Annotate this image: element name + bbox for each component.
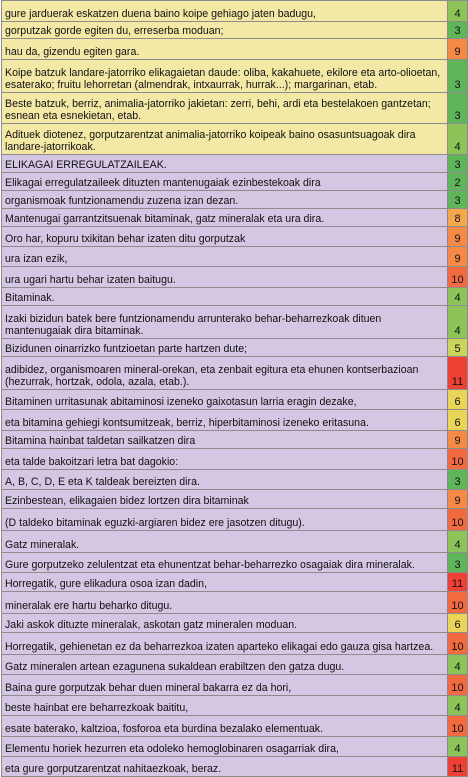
sentence-score-table bbox=[1, 0, 468, 777]
sentence-cell: Izaki bizidun batek bere funtzionamendu arrunterako behar-beharrezkoak dituen mantenugaiak dira bitaminak. bbox=[2, 306, 448, 339]
table-row bbox=[2, 173, 468, 191]
table-row bbox=[2, 675, 468, 696]
table-row bbox=[2, 757, 468, 777]
score-cell: 3 bbox=[448, 60, 468, 93]
table-row bbox=[2, 357, 468, 390]
table-body bbox=[2, 1, 468, 777]
sentence-cell: ura izan ezik, bbox=[2, 247, 448, 267]
sentence-cell: Horregatik, gure elikadura osoa izan dadin, bbox=[2, 573, 448, 592]
score-cell: 3 bbox=[448, 155, 468, 173]
table-row bbox=[2, 553, 468, 573]
score-cell: 11 bbox=[448, 757, 468, 777]
score-cell: 3 bbox=[448, 93, 468, 124]
table-row bbox=[2, 155, 468, 173]
table-row bbox=[2, 390, 468, 410]
score-cell: 10 bbox=[448, 675, 468, 696]
sentence-cell: Bitaminak. bbox=[2, 288, 448, 306]
sentence-cell: Gatz mineralen artean ezagunena sukaldean erabiltzen den gatza dugu. bbox=[2, 655, 448, 675]
table-row bbox=[2, 614, 468, 633]
table-row bbox=[2, 306, 468, 339]
sentence-cell: mineralak ere hartu beharko ditugu. bbox=[2, 592, 448, 614]
sentence-cell: Elementu horiek hezurren eta odoleko hemoglobinaren osagarriak dira, bbox=[2, 737, 448, 757]
score-cell: 11 bbox=[448, 573, 468, 592]
score-cell: 10 bbox=[448, 716, 468, 737]
table-row bbox=[2, 209, 468, 227]
sentence-cell: gorputzak gorde egiten du, erreserba moduan; bbox=[2, 22, 448, 39]
table-row bbox=[2, 531, 468, 553]
score-cell: 2 bbox=[448, 173, 468, 191]
table-row bbox=[2, 470, 468, 490]
table-row bbox=[2, 191, 468, 209]
score-cell: 10 bbox=[448, 267, 468, 288]
score-cell: 9 bbox=[448, 227, 468, 247]
score-cell: 10 bbox=[448, 592, 468, 614]
score-cell: 6 bbox=[448, 614, 468, 633]
sentence-cell: eta bitamina gehiegi kontsumitzeak, berriz, hiperbitaminosi izeneko eritasuna. bbox=[2, 410, 448, 431]
score-cell: 6 bbox=[448, 410, 468, 431]
score-cell: 4 bbox=[448, 288, 468, 306]
table-row bbox=[2, 1, 468, 22]
table-row bbox=[2, 592, 468, 614]
score-cell: 4 bbox=[448, 531, 468, 553]
sentence-cell: ELIKAGAI ERREGULATZAILEAK. bbox=[2, 155, 448, 173]
sentence-cell: Mantenugai garrantzitsuenak bitaminak, gatz mineralak eta ura dira. bbox=[2, 209, 448, 227]
sentence-cell: Ezinbestean, elikagaien bidez lortzen dira bitaminak bbox=[2, 490, 448, 509]
table-row bbox=[2, 633, 468, 655]
table-row bbox=[2, 247, 468, 267]
sentence-cell: Gatz mineralak. bbox=[2, 531, 448, 553]
score-cell: 8 bbox=[448, 209, 468, 227]
score-cell: 10 bbox=[448, 509, 468, 531]
sentence-cell: Elikagai erregulatzaileek dituzten mantenugaiak ezinbestekoak dira bbox=[2, 173, 448, 191]
sentence-cell: beste hainbat ere beharrezkoak baititu, bbox=[2, 696, 448, 716]
score-cell: 10 bbox=[448, 449, 468, 470]
score-cell: 6 bbox=[448, 390, 468, 410]
score-cell: 4 bbox=[448, 124, 468, 155]
sentence-cell: A, B, C, D, E eta K taldeak bereizten dira. bbox=[2, 470, 448, 490]
table-row bbox=[2, 696, 468, 716]
sentence-cell: Jaki askok dituzte mineralak, askotan gatz mineralen moduan. bbox=[2, 614, 448, 633]
sentence-cell: Gure gorputzeko zelulentzat eta ehunentzat behar-beharrezko osagaiak dira mineralak. bbox=[2, 553, 448, 573]
sentence-cell: adibidez, organismoaren mineral-orekan, eta zenbait egitura eta ehunen kontserbazioan (hezurrak, hortzak, odola, azala, etab.). bbox=[2, 357, 448, 390]
table-row bbox=[2, 410, 468, 431]
table-row bbox=[2, 655, 468, 675]
score-cell: 4 bbox=[448, 306, 468, 339]
table-row bbox=[2, 39, 468, 60]
sentence-cell: eta gure gorputzarentzat nahitaezkoak, beraz. bbox=[2, 757, 448, 777]
sentence-cell: Bizidunen oinarrizko funtzioetan parte hartzen dute; bbox=[2, 339, 448, 357]
sentence-cell: Beste batzuk, berriz, animalia-jatorriko jakietan: zerri, behi, ardi eta bestelakoen gantzetan; esnean eta esnekietan, etab. bbox=[2, 93, 448, 124]
table-row bbox=[2, 573, 468, 592]
sentence-cell: Horregatik, gehienetan ez da beharrezkoa izaten aparteko elikagai edo gauza gisa hartzea. bbox=[2, 633, 448, 655]
score-cell: 11 bbox=[448, 357, 468, 390]
table-row bbox=[2, 509, 468, 531]
score-cell: 3 bbox=[448, 470, 468, 490]
score-cell: 4 bbox=[448, 655, 468, 675]
sentence-cell: Baina gure gorputzak behar duen mineral bakarra ez da hori, bbox=[2, 675, 448, 696]
table-row bbox=[2, 490, 468, 509]
score-cell: 3 bbox=[448, 553, 468, 573]
sentence-cell: organismoak funtzionamendu zuzena izan dezan. bbox=[2, 191, 448, 209]
table-row bbox=[2, 267, 468, 288]
table-row bbox=[2, 716, 468, 737]
sentence-cell: hau da, gizendu egiten gara. bbox=[2, 39, 448, 60]
table-row bbox=[2, 449, 468, 470]
table-row bbox=[2, 60, 468, 93]
score-cell: 3 bbox=[448, 22, 468, 39]
sentence-cell: gure jarduerak eskatzen duena baino koipe gehiago jaten badugu, bbox=[2, 1, 448, 22]
table-row bbox=[2, 288, 468, 306]
sentence-cell: Adituek diotenez, gorputzarentzat animalia-jatorriko koipeak baino osasuntsuagoak dira landare-jatorrikoak. bbox=[2, 124, 448, 155]
sentence-cell: Bitaminen urritasunak abitaminosi izeneko gaixotasun larria eragin dezake, bbox=[2, 390, 448, 410]
sentence-cell: Oro har, kopuru txikitan behar izaten ditu gorputzak bbox=[2, 227, 448, 247]
score-cell: 9 bbox=[448, 431, 468, 449]
table-row bbox=[2, 93, 468, 124]
score-cell: 9 bbox=[448, 247, 468, 267]
table-row bbox=[2, 22, 468, 39]
score-cell: 3 bbox=[448, 191, 468, 209]
sentence-cell: eta talde bakoitzari letra bat dagokio: bbox=[2, 449, 448, 470]
table-row bbox=[2, 227, 468, 247]
table-row bbox=[2, 124, 468, 155]
sentence-cell: esate baterako, kaltzioa, fosforoa eta burdina bezalako elementuak. bbox=[2, 716, 448, 737]
score-cell: 10 bbox=[448, 633, 468, 655]
score-cell: 5 bbox=[448, 339, 468, 357]
sentence-cell: ura ugari hartu behar izaten baitugu. bbox=[2, 267, 448, 288]
sentence-cell: (D taldeko bitaminak eguzki-argiaren bidez ere jasotzen ditugu). bbox=[2, 509, 448, 531]
score-cell: 9 bbox=[448, 39, 468, 60]
sentence-cell: Bitamina hainbat taldetan sailkatzen dira bbox=[2, 431, 448, 449]
score-cell: 4 bbox=[448, 696, 468, 716]
sentence-cell: Koipe batzuk landare-jatorriko elikagaietan daude: oliba, kakahuete, ekilore eta arto-olioetan, esaterako; fruitu lehorretan (almendrak, intxaurrak, hurrak...); margarinan, etab. bbox=[2, 60, 448, 93]
table-row bbox=[2, 339, 468, 357]
score-cell: 4 bbox=[448, 1, 468, 22]
score-cell: 4 bbox=[448, 737, 468, 757]
score-cell: 9 bbox=[448, 490, 468, 509]
table-row bbox=[2, 431, 468, 449]
